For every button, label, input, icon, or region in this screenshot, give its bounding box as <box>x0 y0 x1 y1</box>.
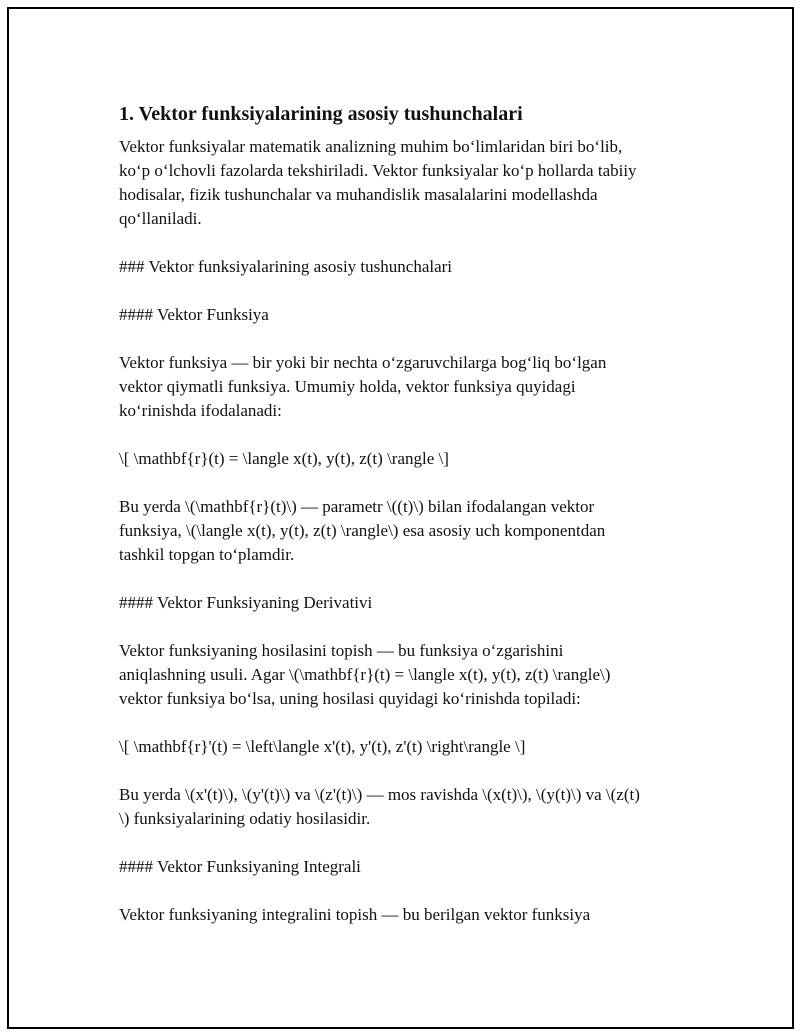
integral-paragraph: Vektor funksiyaning integralini topish — bu berilgan vektor funksiya <box>119 905 591 924</box>
markdown-heading-3: ### Vektor funksiyalarining asosiy tushunchalari <box>119 257 453 276</box>
derivative-explanation-paragraph: Bu yerda \(x'(t)\), \(y'(t)\) va \(z'(t)\) — mos ravishda \(x(t)\), \(y(t)\) va \(z(t) \) funksiyalarining odatiy hosilasidir. <box>119 785 640 828</box>
page-frame <box>7 7 794 1029</box>
formula-vector-function: \[ \mathbf{r}(t) = \langle x(t), y(t), z(t) \rangle \] <box>119 449 449 468</box>
markdown-heading-derivativi: #### Vektor Funksiyaning Derivativi <box>119 593 373 612</box>
formula-derivative: \[ \mathbf{r}'(t) = \left\langle x'(t), y'(t), z'(t) \right\rangle \] <box>119 737 526 756</box>
definition-paragraph: Vektor funksiya — bir yoki bir nechta o‘zgaruvchilarga bog‘liq bo‘lgan vektor qiymatli funksiya. Umumiy holda, vektor funksiya quyidagi ko‘rinishda ifodalanadi: <box>119 353 607 420</box>
markdown-heading-vektor-funksiya: #### Vektor Funksiya <box>119 305 269 324</box>
document-body <box>119 99 699 951</box>
markdown-heading-integrali: #### Vektor Funksiyaning Integrali <box>119 857 361 876</box>
document-title: 1. Vektor funksiyalarining asosiy tushunchalari <box>119 103 523 125</box>
intro-paragraph: Vektor funksiyalar matematik analizning muhim bo‘limlaridan biri bo‘lib, ko‘p o‘lchovli fazolarda tekshiriladi. Vektor funksiyalar ko‘p hollarda tabiiy hodisalar, fizik tushunchalar va muhandislik masalalarini modellashda qo‘llaniladi. <box>119 137 637 228</box>
derivative-paragraph: Vektor funksiyaning hosilasini topish — bu funksiya o‘zgarishini aniqlashning usuli. Agar \(\mathbf{r}(t) = \langle x(t), y(t), z(t) \rangle\) vektor funksiya bo‘lsa, uning hosilasi quyidagi ko‘rinishda topiladi: <box>119 641 611 708</box>
explanation-paragraph: Bu yerda \(\mathbf{r}(t)\) — parametr \((t)\) bilan ifodalangan vektor funksiya, \(\langle x(t), y(t), z(t) \rangle\) esa asosiy uch komponentdan tashkil topgan to‘plamdir. <box>119 497 606 564</box>
